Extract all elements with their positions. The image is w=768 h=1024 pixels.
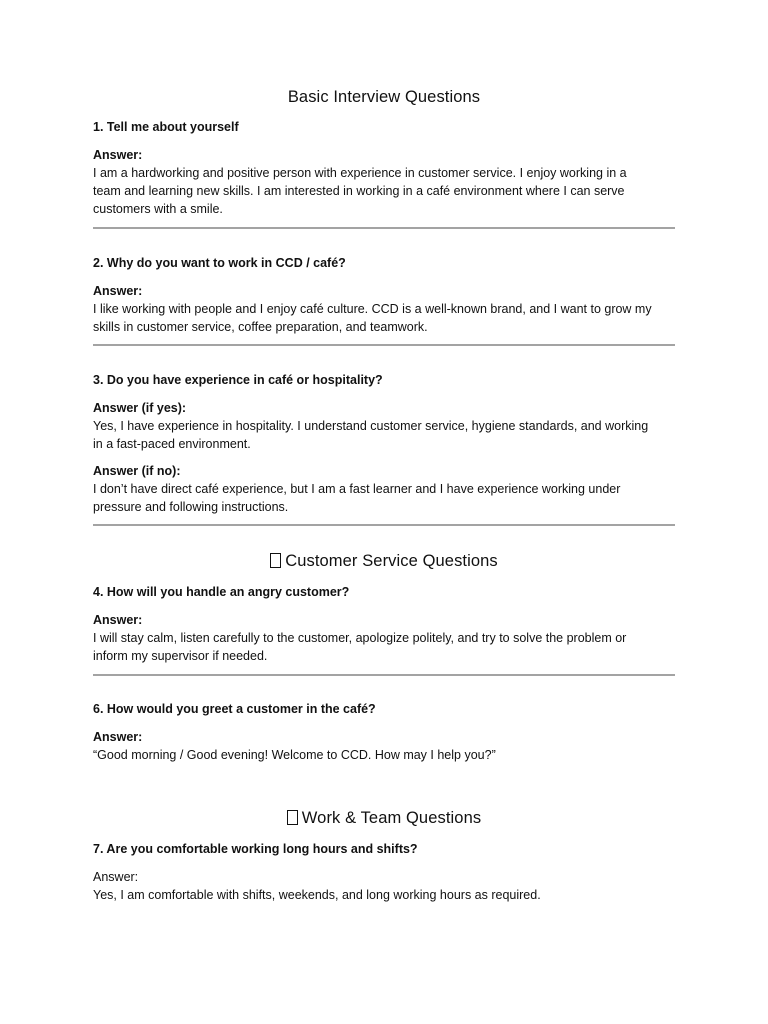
section-title-basic: Basic Interview Questions (287, 88, 481, 106)
answer-label-2: Answer: (93, 284, 143, 298)
answer-label-7: Answer: (93, 870, 139, 884)
qa-item-6 (93, 701, 675, 764)
question-6: 6. How would you greet a customer in the café? (93, 702, 376, 716)
missing-glyph-icon (270, 553, 281, 568)
answer-1-line-3: customers with a smile. (93, 202, 223, 216)
answer-6-line-1: “Good morning / Good evening! Welcome to CCD. How may I help you?” (93, 748, 496, 762)
answer-1-line-2: team and learning new skills. I am interested in working in a café environment where I can serve (93, 184, 625, 198)
answer-2-line-2: skills in customer service, coffee preparation, and teamwork. (93, 320, 428, 334)
section-title-work-team (93, 809, 675, 828)
answer-4-line-1: I will stay calm, listen carefully to the customer, apologize politely, and try to solve the problem or (93, 631, 627, 645)
qa-item-4 (93, 584, 675, 665)
divider-3 (93, 524, 675, 526)
answer-label-3-yes: Answer (if yes): (93, 401, 187, 415)
question-3: 3. Do you have experience in café or hospitality? (93, 373, 383, 387)
divider-4 (93, 674, 675, 676)
divider-1 (93, 227, 675, 229)
qa-item-3 (93, 372, 675, 516)
section-title-work-team-text: Work & Team Questions (301, 809, 482, 827)
question-4: 4. How will you handle an angry customer? (93, 585, 350, 599)
answer-7-line-1: Yes, I am comfortable with shifts, weekends, and long working hours as required. (93, 888, 541, 902)
answer-3-no-line-1: I don’t have direct café experience, but I am a fast learner and I have experience working under (93, 482, 621, 496)
qa-item-1 (93, 119, 675, 218)
answer-1-line-1: I am a hardworking and positive person with experience in customer service. I enjoy working in a (93, 166, 627, 180)
answer-4-line-2: inform my supervisor if needed. (93, 649, 268, 663)
missing-glyph-icon (287, 810, 298, 825)
section-title-customer-service (93, 552, 675, 571)
qa-item-7 (93, 841, 675, 904)
answer-label-1: Answer: (93, 148, 143, 162)
question-7: 7. Are you comfortable working long hours and shifts? (93, 842, 418, 856)
section-title-customer-service-text: Customer Service Questions (285, 552, 498, 570)
answer-3-yes-line-2: in a fast-paced environment. (93, 437, 251, 451)
answer-3-no-line-2: pressure and following instructions. (93, 500, 289, 514)
question-2: 2. Why do you want to work in CCD / café? (93, 256, 346, 270)
answer-label-6: Answer: (93, 730, 143, 744)
qa-item-2 (93, 255, 675, 336)
divider-2 (93, 344, 675, 346)
question-1: 1. Tell me about yourself (93, 120, 239, 134)
answer-label-3-no: Answer (if no): (93, 464, 181, 478)
answer-label-4: Answer: (93, 613, 143, 627)
answer-3-yes-line-1: Yes, I have experience in hospitality. I understand customer service, hygiene standards, and working (93, 419, 649, 433)
answer-2-line-1: I like working with people and I enjoy café culture. CCD is a well-known brand, and I want to grow my (93, 302, 652, 316)
